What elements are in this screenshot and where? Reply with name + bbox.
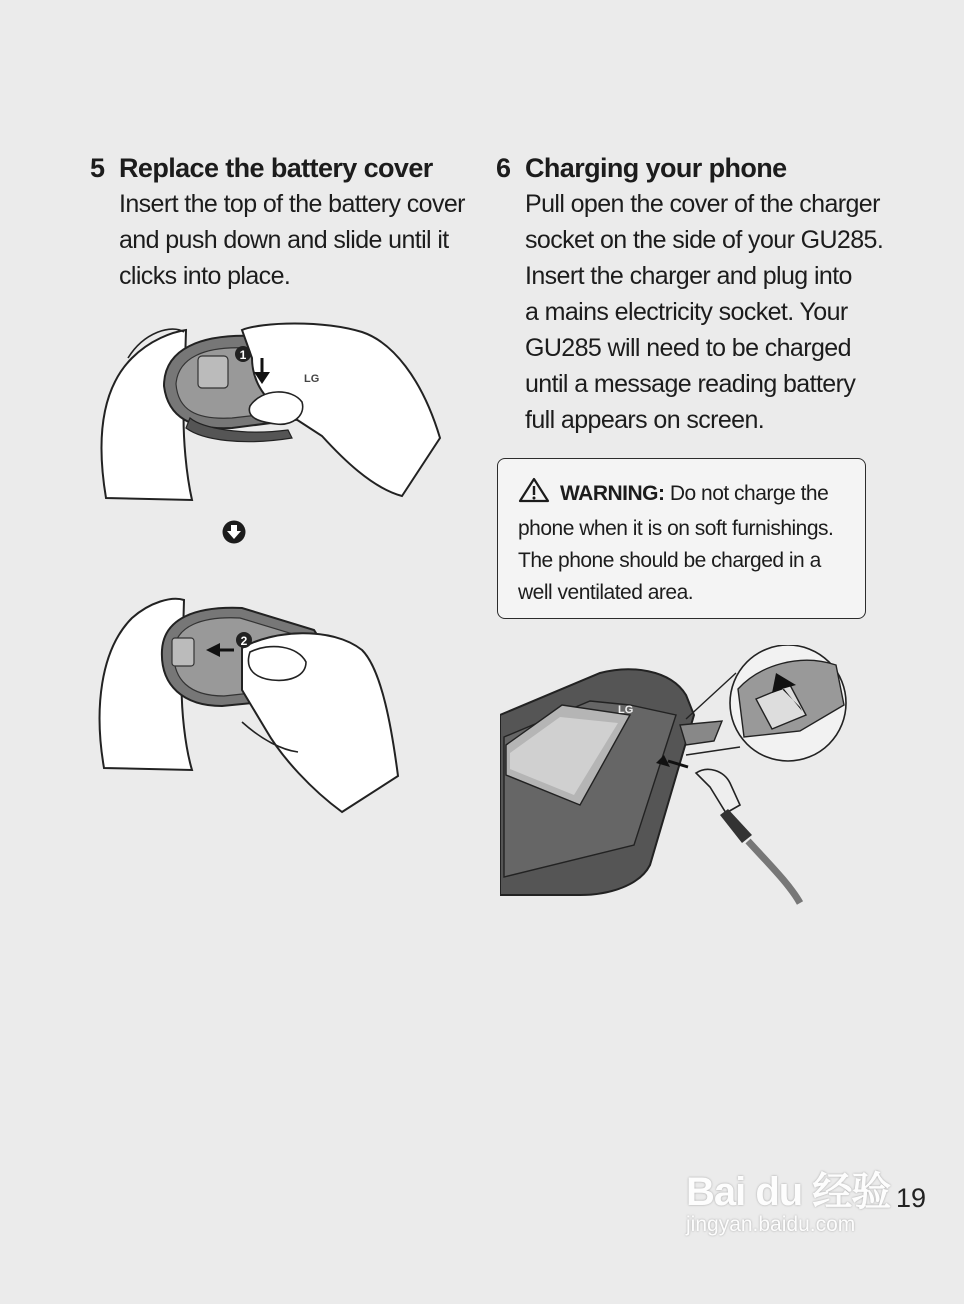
step-5-heading [90,150,460,186]
step-6-line: socket on the side of your GU285. [525,226,884,254]
step-6-body [525,186,916,438]
step-5-number: 5 [90,153,105,183]
step-6-title: Charging your phone [525,153,787,183]
battery-cover-insert-illustration [92,318,452,508]
step-6-number: 6 [496,153,511,183]
watermark-logo: Bai du 经验 [686,1170,891,1214]
warning-text: Do not charge the [664,482,829,505]
down-arrow-icon [221,519,247,545]
step-marker-1: 1 [239,348,247,362]
warning-line: well ventilated area. [518,581,694,604]
warning-line: The phone should be charged in a [518,549,821,572]
step-5-section [90,150,465,294]
charging-phone-brand: LG [618,704,634,716]
step-5-line: clicks into place. [119,262,291,290]
step-marker-2: 2 [240,634,248,648]
warning-box [497,458,866,619]
step-5-line: Insert the top of the battery cover [119,190,465,218]
step-6-line: full appears on screen. [525,406,765,434]
step-6-line: a mains electricity socket. Your [525,298,848,326]
watermark [686,1160,890,1237]
step-6-section [496,150,916,438]
battery-cover-slide-illustration [92,590,402,815]
step-6-line: GU285 will need to be charged [525,334,851,362]
step-5-line: and push down and slide until it [119,226,449,254]
warning-triangle-icon [518,477,550,513]
warning-first-line [518,477,847,513]
phone-brand-label: LG [304,373,320,385]
step-6-line: Pull open the cover of the charger [525,190,880,218]
watermark-url: jingyan.baidu.com [686,1213,856,1236]
step-6-line: until a message reading battery [525,370,856,398]
warning-label: WARNING: [560,482,665,505]
page-number: 19 [896,1183,927,1213]
phone-charging-illustration [500,645,852,905]
step-6-heading [496,150,916,186]
step-5-title: Replace the battery cover [119,153,433,183]
step-6-line: Insert the charger and plug into [525,262,852,290]
step-5-body [119,186,465,294]
warning-line: phone when it is on soft furnishings. [518,517,834,540]
